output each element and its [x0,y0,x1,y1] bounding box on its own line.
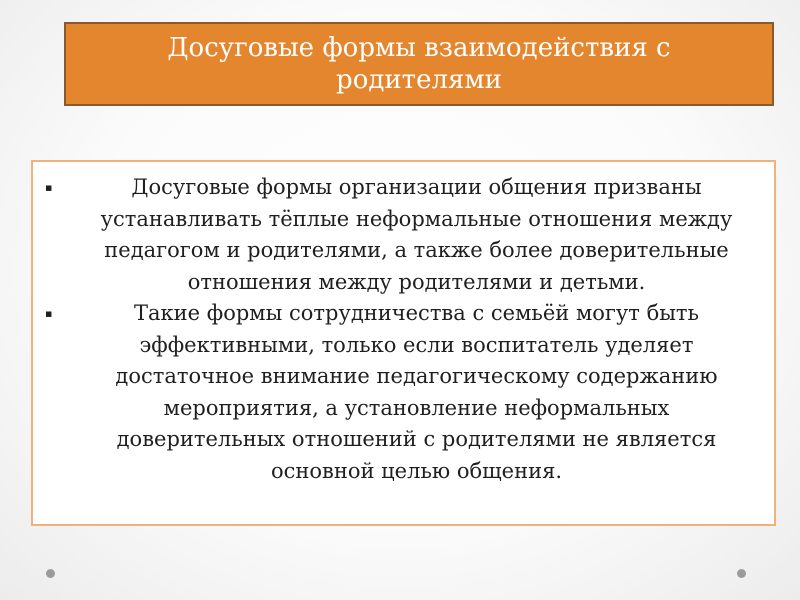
square-bullet-icon: ▪ [45,307,53,320]
bullet-item [45,298,756,487]
decorative-dot-right [737,569,746,578]
slide-title-box [64,22,774,106]
square-bullet-icon: ▪ [45,181,53,194]
decorative-dot-left [46,569,55,578]
slide-title: Досуговые формы взаимодействия с родителями [167,33,671,95]
bullet-text: Такие формы сотрудничества с семьёй могут быть эффективными, только если воспитатель уделяет достаточное внимание педагогическому содержанию мероприятия, а установление неформальных доверительных отношений с родителями не является основной целью общения. [115,301,718,483]
content-box [31,160,776,526]
bullet-item [45,172,756,298]
bullet-text: Досуговые формы организации общения призваны устанавливать тёплые неформальные отношения между педагогом и родителями, а также более доверительные отношения между родителями и детьми. [100,175,733,294]
